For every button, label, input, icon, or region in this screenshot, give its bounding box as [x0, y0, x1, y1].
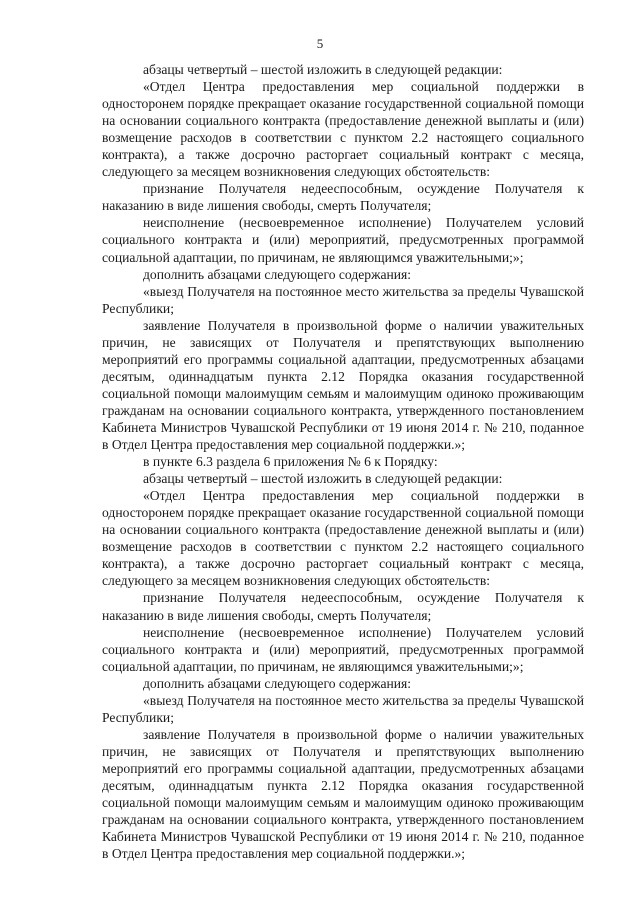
paragraph: абзацы четвертый – шестой изложить в следующей редакции: [143, 471, 503, 487]
paragraph: «выезд Получателя на постоянное место жительства за пределы Чувашской Республики; [102, 283, 584, 316]
paragraph: неисполнение (несвоевременное исполнение) Получателем условий социального контракта и (или) мероприятий, предусмотренных программой социальной адаптации, по причинам, не являющимся уважительными;»; [102, 624, 584, 674]
paragraph: «Отдел Центра предоставления мер социальной поддержки в односторонем порядке прекращает оказание государственной социальной помощи на основании социального контракта (предоставление денежной выплаты и (или) возмещение расходов в соответствии с пунктом 2.2 настоящего социального контракта), а также досрочно расторгает социальный контракт с месяца, следующего за месяцем возникновения следующих обстоятельств: [102, 488, 584, 589]
paragraph: заявление Получателя в произвольной форме о наличии уважительных причин, не зависящих от Получателя и препятствующих выполнению мероприятий его программы социальной адаптации, предусмотренных абзацами десятым, одиннадцатым пункта 2.12 Порядка оказания государственной социальной помощи малоимущим семьям и малоимущим одиноко проживающим гражданам на основании социального контракта, утвержденного постановлением Кабинета Министров Чувашской Республики от 19 июня 2014 г. № 210, поданное в Отдел Центра предоставления мер социальной поддержки.»; [102, 726, 584, 862]
paragraph: абзацы четвертый – шестой изложить в следующей редакции: [143, 62, 503, 77]
page-number: 5 [316, 36, 324, 51]
paragraph: в пункте 6.3 раздела 6 приложения № 6 к Порядку: [143, 454, 438, 470]
document-body [102, 61, 584, 862]
paragraph: «Отдел Центра предоставления мер социальной поддержки в односторонем порядке прекращает оказание государственной социальной помощи на основании социального контракта (предоставление денежной выплаты и (или) возмещение расходов в соответствии с пунктом 2.2 настоящего социального контракта), а также досрочно расторгает социальный контракт с месяца, следующего за месяцем возникновения следующих обстоятельств: [102, 79, 584, 180]
paragraph: признание Получателя недееспособным, осуждение Получателя к наказанию в виде лишения свободы, смерть Получателя; [102, 181, 584, 214]
paragraph: признание Получателя недееспособным, осуждение Получателя к наказанию в виде лишения свободы, смерть Получателя; [102, 590, 584, 623]
paragraph: заявление Получателя в произвольной форме о наличии уважительных причин, не зависящих от Получателя и препятствующих выполнению мероприятий его программы социальной адаптации, предусмотренных абзацами десятым, одиннадцатым пункта 2.12 Порядка оказания государственной социальной помощи малоимущим семьям и малоимущим одиноко проживающим гражданам на основании социального контракта, утвержденного постановлением Кабинета Министров Чувашской Республики от 19 июня 2014 г. № 210, поданное в Отдел Центра предоставления мер социальной поддержки.»; [102, 317, 584, 453]
paragraph: «выезд Получателя на постоянное место жительства за пределы Чувашской Республики; [102, 692, 584, 725]
paragraph: дополнить абзацами следующего содержания: [143, 675, 412, 691]
paragraph: неисполнение (несвоевременное исполнение) Получателем условий социального контракта и (или) мероприятий, предусмотренных программой социальной адаптации, по причинам, не являющимся уважительными;»; [102, 215, 584, 265]
paragraph: дополнить абзацами следующего содержания: [143, 266, 412, 282]
